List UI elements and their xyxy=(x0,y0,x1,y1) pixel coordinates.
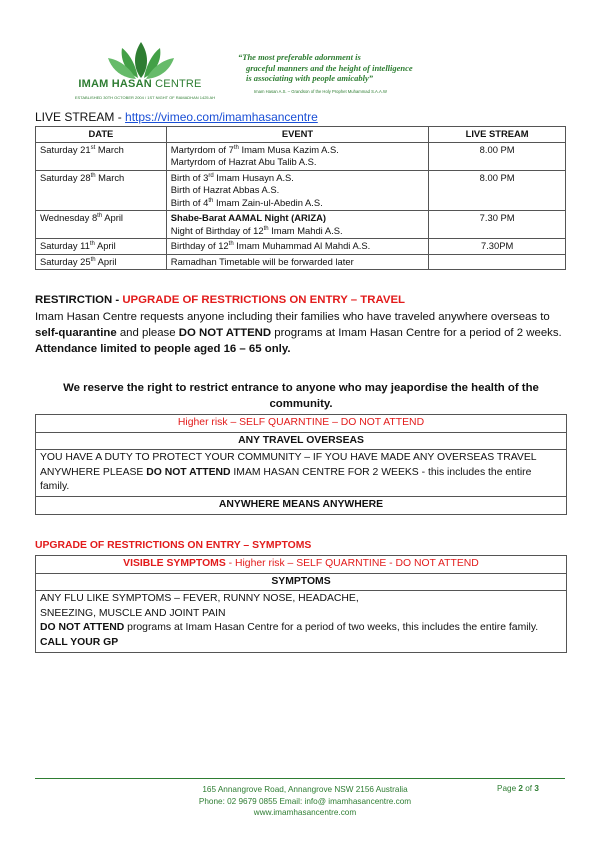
live-stream-link[interactable]: https://vimeo.com/imamhasancentre xyxy=(125,110,318,124)
footer-contact xyxy=(160,784,450,819)
schedule-event xyxy=(166,170,428,211)
quote-attribution: Imam Hasan A.S. – Grandson of the Holy Prophet Muhammad S.A.A.W xyxy=(254,89,387,94)
restriction-paragraph: Imam Hasan Centre requests anyone including their families who have traveled anywhere overseas to self-quarantine and please DO NOT ATTEND programs at Imam Hasan Centre for a period of 2 weeks. Attendance limited to people aged 16 – 65 only. xyxy=(35,311,562,355)
schedule-table xyxy=(35,126,566,270)
schedule-date: Saturday 21st March xyxy=(36,142,167,170)
symptoms-box-title: VISIBLE SYMPTOMS - Higher risk – SELF QUARNTINE - DO NOT ATTEND xyxy=(123,558,479,569)
schedule-event xyxy=(166,142,428,170)
travel-box-footer: ANYWHERE MEANS ANYWHERE xyxy=(36,496,566,514)
event-line: Birth of 3rd Imam Husayn A.S. xyxy=(170,171,294,183)
organisation-name: IMAM HASAN CENTRE xyxy=(78,78,202,90)
schedule-date: Saturday 28th March xyxy=(36,170,167,211)
restriction-heading: RESTIRCTION - UPGRADE OF RESTRICTIONS ON ENTRY – TRAVEL xyxy=(35,294,406,306)
travel-box-body: YOU HAVE A DUTY TO PROTECT YOUR COMMUNITY – IF YOU HAVE MADE ANY OVERSEAS TRAVEL ANYWHERE PLEASE DO NOT ATTEND IMAM HASAN CENTRE FOR 2 WEEKS - this includes the entire family. xyxy=(36,449,566,496)
event-line: Birth of 4th Imam Zain-ul-Abedin A.S. xyxy=(170,196,323,208)
event-line: Martyrdom of 7th Imam Musa Kazim A.S. xyxy=(170,143,339,155)
quote-line-3: is associating with people amicably” xyxy=(246,73,374,83)
schedule-time: 8.00 PM xyxy=(429,170,566,211)
schedule-event xyxy=(166,254,428,270)
schedule-row xyxy=(36,142,566,170)
schedule-row xyxy=(36,211,566,239)
event-line: Martyrdom of Hazrat Abu Talib A.S. xyxy=(170,156,317,167)
schedule-header-row xyxy=(36,127,566,143)
footer-website: www.imamhasancentre.com xyxy=(253,808,357,817)
lotus-logo-icon xyxy=(86,38,196,102)
schedule-date: Saturday 11th April xyxy=(36,239,167,255)
schedule-date: Saturday 25th April xyxy=(36,254,167,270)
event-line: Night of Birthday of 12th Imam Mahdi A.S. xyxy=(170,224,343,236)
schedule-event xyxy=(166,211,428,239)
reserve-right-notice: We reserve the right to restrict entrance to anyone who may jeapordise the health of the community. xyxy=(63,382,539,410)
header-date: DATE xyxy=(36,127,167,143)
schedule-row xyxy=(36,239,566,255)
symptoms-heading: UPGRADE OF RESTRICTIONS ON ENTRY – SYMPTOMS xyxy=(35,540,312,551)
live-stream-label: LIVE STREAM - xyxy=(35,110,126,124)
schedule-time: 8.00 PM xyxy=(429,142,566,170)
quote-line-1: “The most preferable adornment is xyxy=(238,52,361,62)
schedule-event xyxy=(166,239,428,255)
symptoms-box-body: ANY FLU LIKE SYMPTOMS – FEVER, RUNNY NOSE, HEADACHE, SNEEZING, MUSCLE AND JOINT PAIN DO NOT ATTEND programs at Imam Hasan Centre for a period of two weeks, this includes the entire family. CALL YOUR GP xyxy=(36,590,566,651)
travel-box-title: Higher risk – SELF QUARNTINE – DO NOT ATTEND xyxy=(177,417,425,428)
schedule-date: Wednesday 8th April xyxy=(36,211,167,239)
travel-box-subtitle: ANY TRAVEL OVERSEAS xyxy=(36,432,566,450)
footer-phone-email: Phone: 02 9679 0855 Email: info@ imamhasancentre.com xyxy=(198,796,412,806)
event-line: Shabe-Barat AAMAL Night (ARIZA) xyxy=(170,212,327,223)
schedule-row xyxy=(36,254,566,270)
header-quote xyxy=(238,52,538,84)
header-live-stream: LIVE STREAM xyxy=(429,127,566,143)
schedule-time: 7.30PM xyxy=(429,239,566,255)
footer-address: 165 Annangrove Road, Annangrove NSW 2156 Australia xyxy=(202,785,408,794)
page-number: Page 2 of 3 xyxy=(497,784,539,793)
symptoms-box-subtitle: SYMPTOMS xyxy=(36,573,566,591)
live-stream-line xyxy=(35,110,318,124)
footer-divider xyxy=(35,778,565,779)
event-line: Birth of Hazrat Abbas A.S. xyxy=(170,184,280,195)
schedule-body xyxy=(36,142,566,270)
event-line: Birthday of 12th Imam Muhammad Al Mahdi A.S. xyxy=(170,240,371,251)
quote-line-2: graceful manners and the height of intelligence xyxy=(246,62,413,73)
symptoms-box xyxy=(35,555,567,653)
header-event: EVENT xyxy=(166,127,428,143)
travel-restriction-box xyxy=(35,414,567,515)
event-line: Ramadhan Timetable will be forwarded later xyxy=(170,255,354,267)
schedule-time: 7.30 PM xyxy=(429,211,566,239)
established-line: ESTABLISHED 30TH OCTOBER 2004 / 1ST NIGHT OF RAMADHAN 1425 AH xyxy=(74,95,216,100)
schedule-time xyxy=(429,254,566,270)
schedule-row xyxy=(36,170,566,211)
